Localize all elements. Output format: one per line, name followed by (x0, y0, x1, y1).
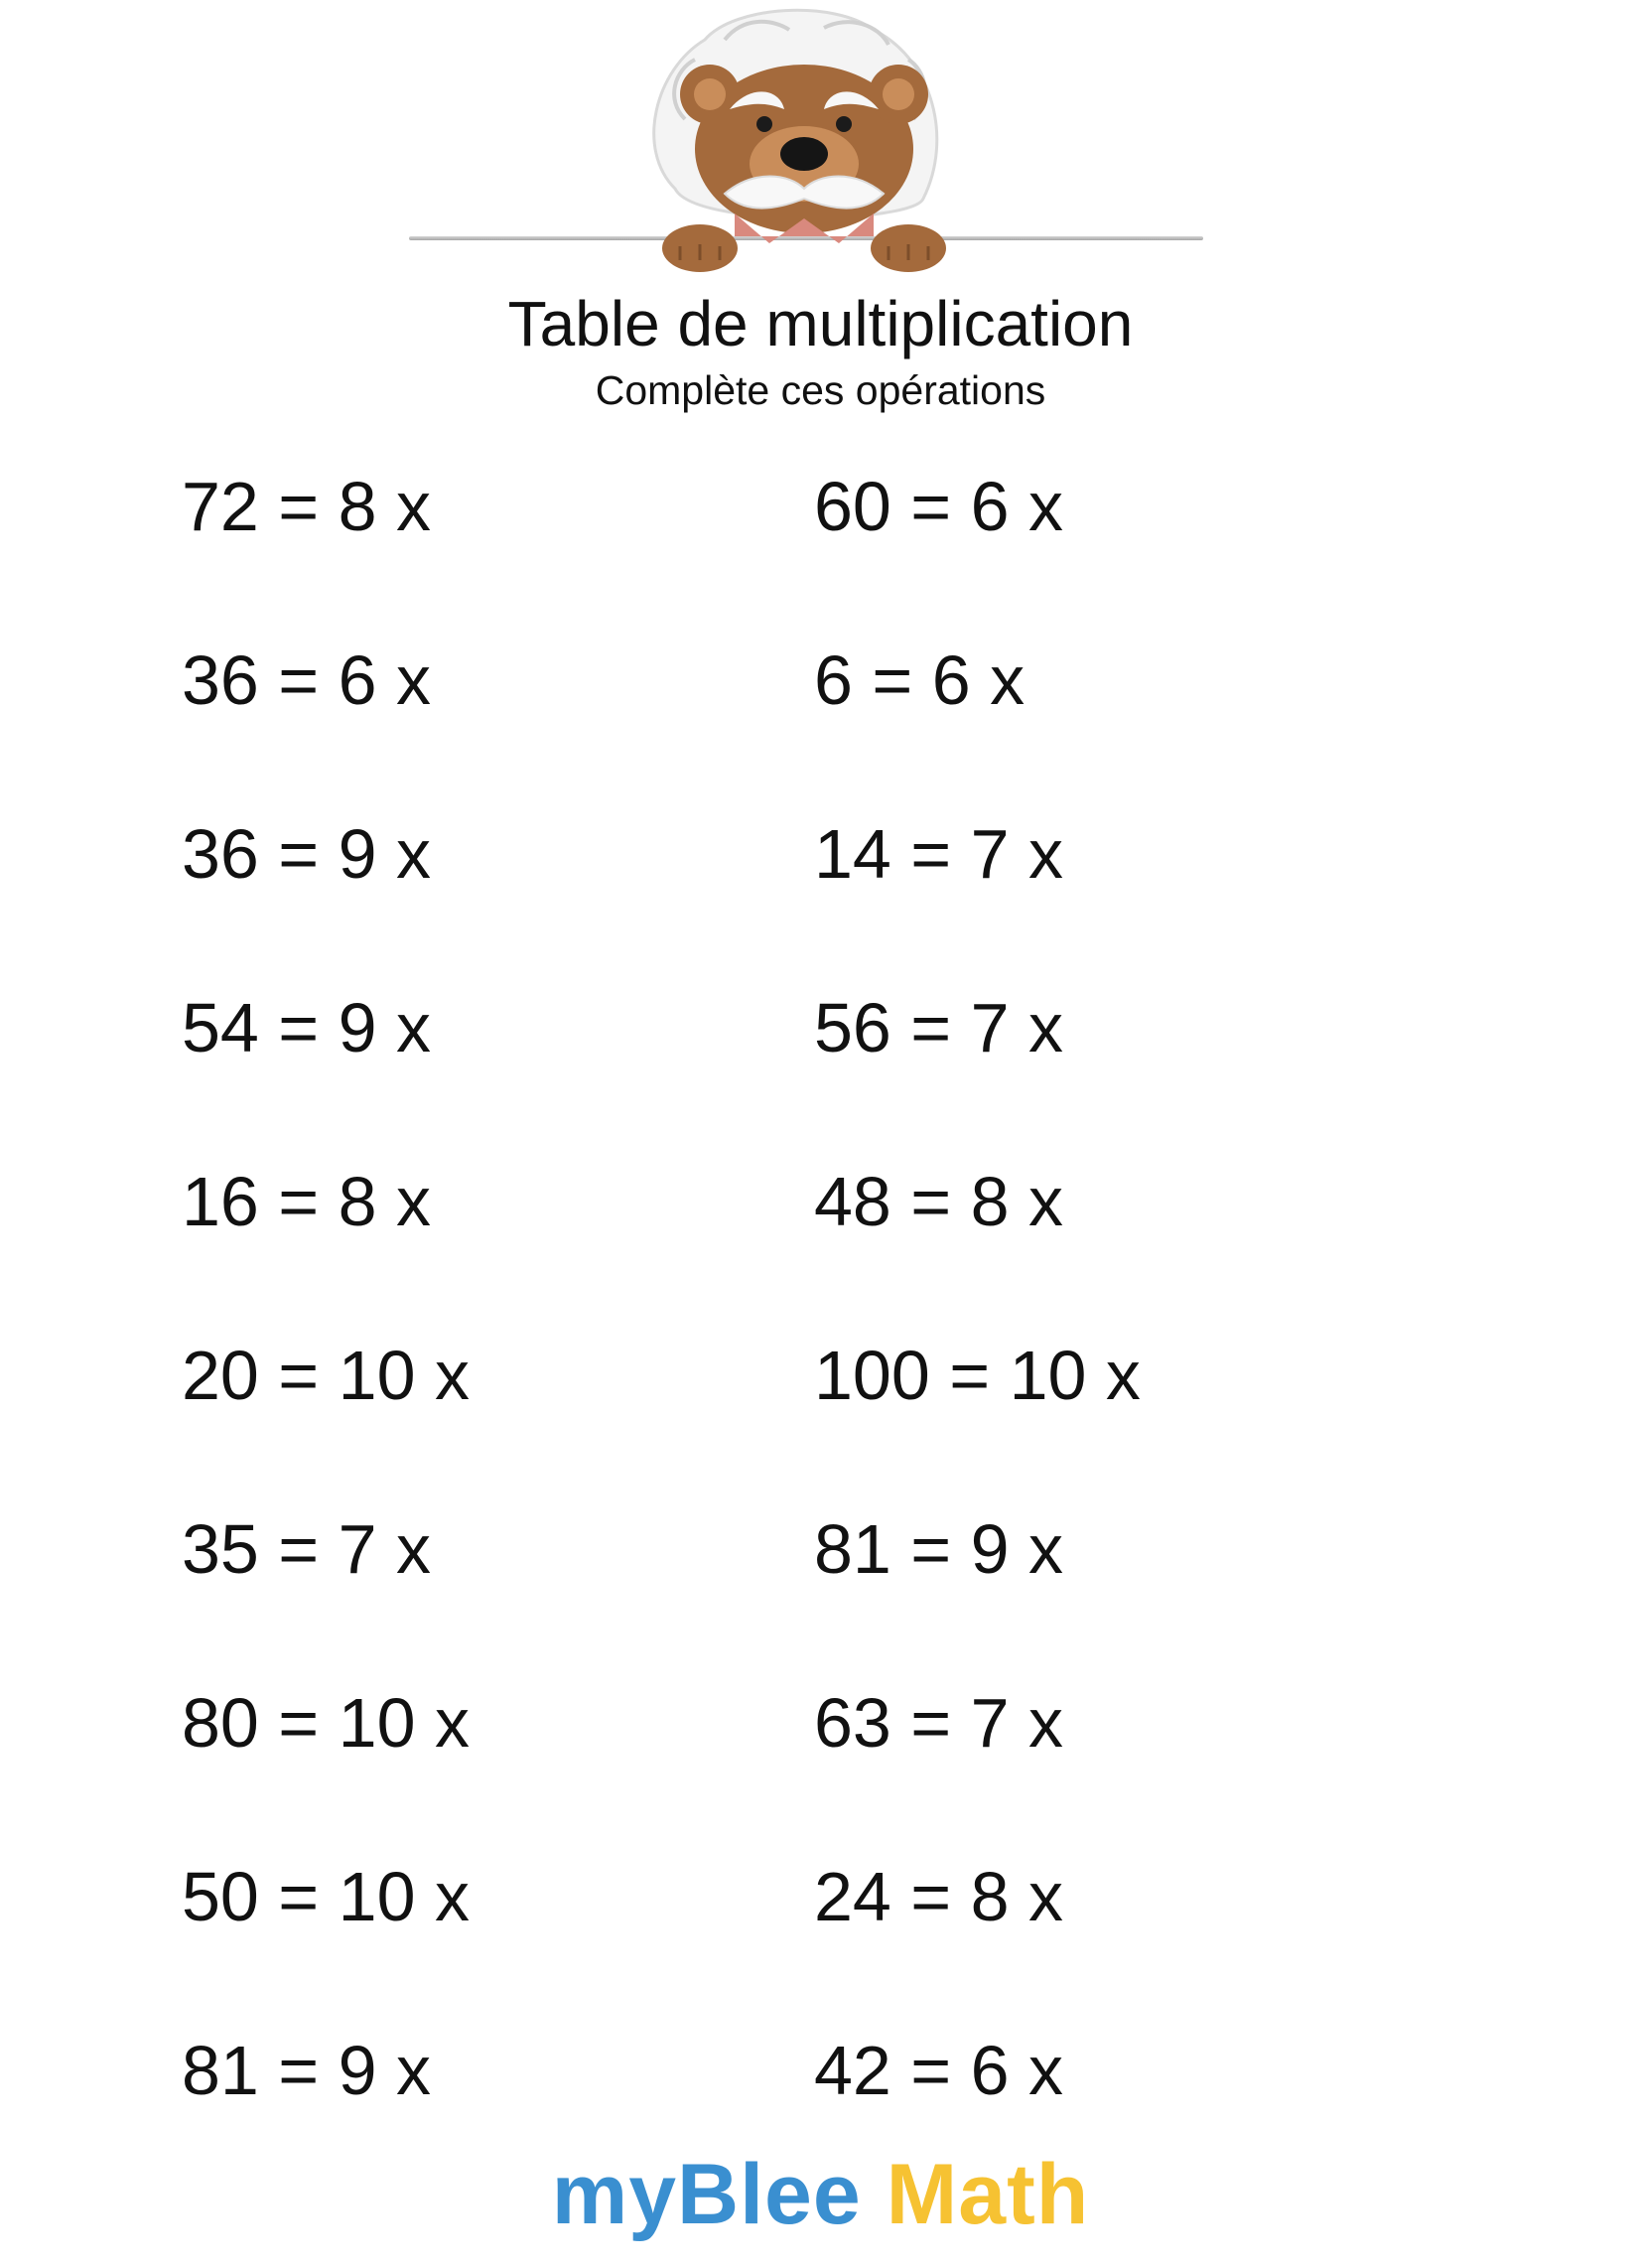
operation-item: 50 = 10 x (182, 1858, 470, 1935)
operation-item: 36 = 9 x (182, 815, 432, 893)
operation-item: 60 = 6 x (814, 468, 1064, 545)
brand-logo-part2: Math (886, 2147, 1090, 2242)
operation-item: 48 = 8 x (814, 1163, 1064, 1240)
header (0, 0, 1641, 288)
operation-item: 80 = 10 x (182, 1684, 470, 1762)
operation-item: 6 = 6 x (814, 641, 1026, 719)
operation-item: 16 = 8 x (182, 1163, 432, 1240)
operation-item: 100 = 10 x (814, 1337, 1141, 1414)
operation-item: 72 = 8 x (182, 468, 432, 545)
operation-item: 56 = 7 x (814, 989, 1064, 1066)
operation-item: 81 = 9 x (814, 1510, 1064, 1588)
page-subtitle: Complète ces opérations (595, 367, 1046, 413)
brand-logo-part1: myBlee (551, 2147, 862, 2242)
page-title: Table de multiplication (507, 288, 1134, 359)
operation-item: 35 = 7 x (182, 1510, 432, 1588)
operation-item: 14 = 7 x (814, 815, 1064, 893)
operations-right-column (814, 462, 1430, 2199)
bear-mascot-icon (615, 0, 993, 273)
operation-item: 20 = 10 x (182, 1337, 470, 1414)
operation-item: 42 = 6 x (814, 2032, 1064, 2109)
operation-item: 24 = 8 x (814, 1858, 1064, 1935)
operation-item: 54 = 9 x (182, 989, 432, 1066)
operations-left-column (182, 462, 797, 2199)
operation-item: 63 = 7 x (814, 1684, 1064, 1762)
brand-logo (0, 2140, 1641, 2249)
operation-item: 36 = 6 x (182, 641, 432, 719)
operation-item: 81 = 9 x (182, 2032, 432, 2109)
